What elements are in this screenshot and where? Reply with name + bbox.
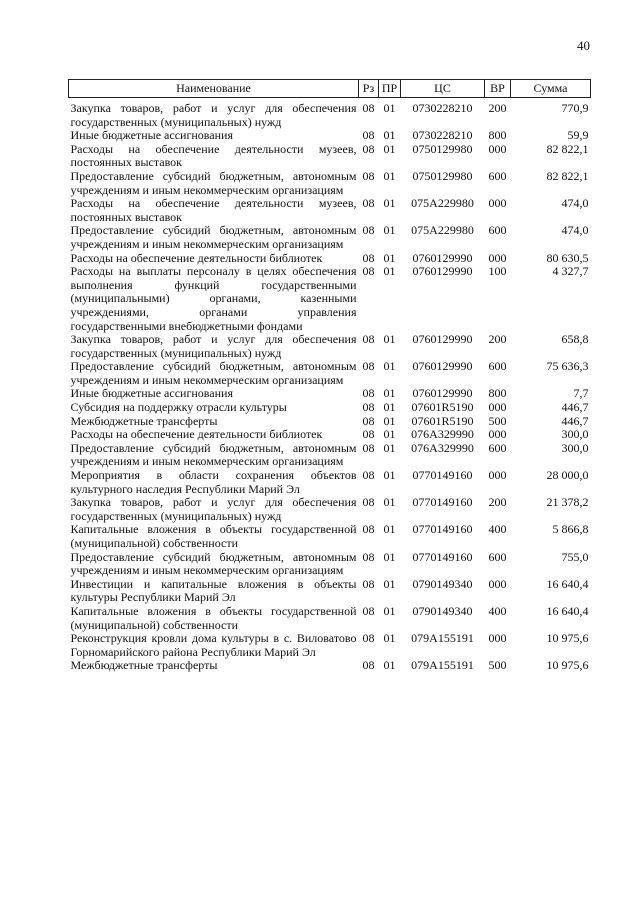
row-cs: 0790149340 <box>412 603 473 618</box>
row-vr: 000 <box>488 196 507 211</box>
row-rz: 08 <box>362 386 375 401</box>
row-sum: 755,0 <box>561 549 589 564</box>
row-vr: 600 <box>488 549 507 564</box>
table-row <box>69 170 591 197</box>
row-rz: 08 <box>362 264 375 279</box>
row-pr: 01 <box>383 427 396 442</box>
row-name: Инвестиции и капитальные вложения в объекты культуры Республики Марий Эл <box>70 576 357 605</box>
row-cs: 0730228210 <box>412 101 473 115</box>
row-rz: 08 <box>362 168 375 183</box>
row-vr: 800 <box>488 386 507 401</box>
row-cs: 0760129990 <box>412 264 473 279</box>
row-vr: 500 <box>488 658 507 673</box>
row-name: Расходы на выплаты персоналу в целях обеспечения выполнения функций государственными (муниципальными) органами, казенными учреждениями, органами управления государственными внебюджетными фондами <box>70 264 357 333</box>
row-pr: 01 <box>383 631 396 646</box>
row-cs: 0770149160 <box>412 549 473 564</box>
row-name: Предоставление субсидий бюджетным, автономным учреждениям и иным некоммерческим организациям <box>70 223 357 251</box>
row-rz: 08 <box>362 332 375 347</box>
header-sum: Сумма <box>511 80 591 98</box>
row-rz: 08 <box>362 359 375 374</box>
row-rz: 08 <box>362 658 375 673</box>
table-row <box>69 98 591 130</box>
header-vr: ВР <box>485 80 511 98</box>
row-vr: 600 <box>488 359 507 374</box>
row-cs: 076А329990 <box>411 440 474 455</box>
row-vr: 000 <box>488 576 507 591</box>
row-cs: 0750129980 <box>412 141 473 156</box>
row-sum: 474,0 <box>561 223 589 238</box>
row-pr: 01 <box>383 101 396 115</box>
row-vr: 000 <box>488 400 507 415</box>
row-name: Предоставление субсидий бюджетным, автономным учреждениям и иным некоммерческим организациям <box>70 440 357 469</box>
row-cs: 0790149340 <box>412 576 473 591</box>
row-sum: 82 822,1 <box>546 168 589 183</box>
row-vr: 100 <box>488 264 507 279</box>
table-row <box>69 333 591 360</box>
row-name: Предоставление субсидий бюджетным, автономным учреждениям и иным некоммерческим организациям <box>70 549 357 578</box>
row-pr: 01 <box>383 468 396 483</box>
row-pr: 01 <box>383 549 396 564</box>
row-name: Межбюджетные трансферты <box>70 413 218 428</box>
row-cs: 076А329990 <box>411 427 474 442</box>
page-number: 40 <box>577 38 590 53</box>
row-sum: 5 866,8 <box>552 522 589 537</box>
row-vr: 600 <box>488 168 507 183</box>
row-pr: 01 <box>383 603 396 618</box>
row-rz: 08 <box>362 413 375 428</box>
row-vr: 600 <box>488 223 507 238</box>
row-vr: 400 <box>488 522 507 537</box>
row-vr: 000 <box>488 141 507 156</box>
row-pr: 01 <box>383 440 396 455</box>
row-name: Межбюджетные трансферты <box>70 658 218 673</box>
row-cs: 0760129990 <box>412 386 473 401</box>
row-sum: 300,0 <box>561 427 589 442</box>
header-pr: ПР <box>379 80 401 98</box>
row-pr: 01 <box>383 386 396 401</box>
row-vr: 400 <box>488 603 507 618</box>
header-rz: Рз <box>359 80 379 98</box>
row-rz: 08 <box>362 400 375 415</box>
row-sum: 80 630,5 <box>546 250 589 265</box>
row-sum: 28 000,0 <box>546 468 589 483</box>
row-name: Расходы на обеспечение деятельности музеев, постоянных выставок <box>70 141 357 170</box>
row-name: Расходы на обеспечение деятельности библиотек <box>70 250 323 265</box>
row-rz: 08 <box>362 101 375 115</box>
table-row <box>69 252 591 266</box>
row-sum: 770,9 <box>561 101 589 115</box>
row-pr: 01 <box>383 359 396 374</box>
row-cs: 0770149160 <box>412 495 473 510</box>
row-rz: 08 <box>362 128 375 143</box>
row-cs: 0730228210 <box>412 128 473 143</box>
row-cs: 07601R5190 <box>411 400 474 415</box>
row-sum: 300,0 <box>561 440 589 455</box>
table-row <box>69 469 591 496</box>
table-row <box>69 605 591 632</box>
budget-table <box>68 79 591 673</box>
row-cs: 07601R5190 <box>411 413 474 428</box>
row-pr: 01 <box>383 250 396 265</box>
row-sum: 75 636,3 <box>546 359 589 374</box>
row-rz: 08 <box>362 549 375 564</box>
row-name: Предоставление субсидий бюджетным, автономным учреждениям и иным некоммерческим организациям <box>70 168 357 197</box>
row-cs: 0750129980 <box>412 168 473 183</box>
row-pr: 01 <box>383 168 396 183</box>
table-row <box>69 129 591 143</box>
row-vr: 200 <box>488 332 507 347</box>
row-vr: 000 <box>488 427 507 442</box>
row-rz: 08 <box>362 427 375 442</box>
row-name: Предоставление субсидий бюджетным, автономным учреждениям и иным некоммерческим организациям <box>70 359 357 387</box>
row-cs: 079А155191 <box>411 658 474 673</box>
row-name: Иные бюджетные ассигнования <box>70 386 233 401</box>
row-pr: 01 <box>383 332 396 347</box>
table-row <box>69 197 591 224</box>
table-row <box>69 632 591 659</box>
table-row <box>69 360 591 387</box>
row-cs: 0760129990 <box>412 250 473 265</box>
row-cs: 0770149160 <box>412 468 473 483</box>
row-name: Закупка товаров, работ и услуг для обеспечения государственных (муниципальных) нужд <box>70 101 357 129</box>
row-sum: 4 327,7 <box>552 264 589 279</box>
row-sum: 16 640,4 <box>546 576 589 591</box>
row-sum: 21 378,2 <box>546 495 589 510</box>
row-rz: 08 <box>362 468 375 483</box>
row-vr: 800 <box>488 128 507 143</box>
row-pr: 01 <box>383 128 396 143</box>
table-row <box>69 387 591 401</box>
table-body <box>69 98 591 673</box>
row-sum: 82 822,1 <box>546 141 589 156</box>
row-sum: 474,0 <box>561 196 589 211</box>
row-pr: 01 <box>383 141 396 156</box>
row-pr: 01 <box>383 413 396 428</box>
header-name: Наименование <box>69 80 359 98</box>
table-row <box>69 224 591 251</box>
row-sum: 10 975,6 <box>546 658 589 673</box>
row-rz: 08 <box>362 250 375 265</box>
row-sum: 59,9 <box>567 128 589 143</box>
row-rz: 08 <box>362 495 375 510</box>
table-row <box>69 401 591 415</box>
row-name: Закупка товаров, работ и услуг для обеспечения государственных (муниципальных) нужд <box>70 332 357 360</box>
row-name: Закупка товаров, работ и услуг для обеспечения государственных (муниципальных) нужд <box>70 495 357 523</box>
row-pr: 01 <box>383 196 396 211</box>
table-row <box>69 143 591 170</box>
row-pr: 01 <box>383 658 396 673</box>
row-pr: 01 <box>383 223 396 238</box>
row-cs: 079А155191 <box>411 631 474 646</box>
row-vr: 000 <box>488 250 507 265</box>
row-cs: 075А229980 <box>411 223 474 238</box>
table-row <box>69 496 591 523</box>
row-rz: 08 <box>362 522 375 537</box>
table-row <box>69 523 591 550</box>
table-row <box>69 442 591 469</box>
row-name: Расходы на обеспечение деятельности библиотек <box>70 427 323 442</box>
row-vr: 200 <box>488 495 507 510</box>
row-rz: 08 <box>362 141 375 156</box>
row-cs: 0770149160 <box>412 522 473 537</box>
table-row <box>69 428 591 442</box>
row-rz: 08 <box>362 223 375 238</box>
row-name: Мероприятия в области сохранения объектов культурного наследия Республики Марий Эл <box>70 468 357 496</box>
row-rz: 08 <box>362 196 375 211</box>
row-pr: 01 <box>383 495 396 510</box>
row-pr: 01 <box>383 400 396 415</box>
row-sum: 10 975,6 <box>546 631 589 646</box>
row-name: Реконструкция кровли дома культуры в с. Виловатово Горномарийского района Республики Марий Эл <box>70 631 357 659</box>
row-name: Капитальные вложения в объекты государственной (муниципальной) собственности <box>70 603 357 632</box>
row-pr: 01 <box>383 522 396 537</box>
table-row <box>69 659 591 673</box>
row-sum: 7,7 <box>573 386 589 401</box>
table-header-row <box>69 80 591 98</box>
row-rz: 08 <box>362 576 375 591</box>
table-row <box>69 578 591 605</box>
table-row <box>69 551 591 578</box>
table-row <box>69 415 591 429</box>
table-row <box>69 265 591 333</box>
row-sum: 658,8 <box>561 332 589 347</box>
row-vr: 000 <box>488 468 507 483</box>
row-name: Капитальные вложения в объекты государственной (муниципальной) собственности <box>70 522 357 550</box>
row-vr: 000 <box>488 631 507 646</box>
row-vr: 200 <box>488 101 507 115</box>
row-cs: 075А229980 <box>411 196 474 211</box>
header-cs: ЦС <box>401 80 485 98</box>
row-vr: 600 <box>488 440 507 455</box>
row-sum: 16 640,4 <box>546 603 589 618</box>
row-pr: 01 <box>383 264 396 279</box>
row-sum: 446,7 <box>561 400 589 415</box>
row-pr: 01 <box>383 576 396 591</box>
row-cs: 0760129990 <box>412 359 473 374</box>
row-sum: 446,7 <box>561 413 589 428</box>
row-name: Субсидия на поддержку отрасли культуры <box>70 400 287 415</box>
row-rz: 08 <box>362 440 375 455</box>
row-vr: 500 <box>488 413 507 428</box>
row-name: Иные бюджетные ассигнования <box>70 128 233 143</box>
row-rz: 08 <box>362 603 375 618</box>
row-name: Расходы на обеспечение деятельности музеев, постоянных выставок <box>70 196 357 224</box>
row-cs: 0760129990 <box>412 332 473 347</box>
row-rz: 08 <box>362 631 375 646</box>
